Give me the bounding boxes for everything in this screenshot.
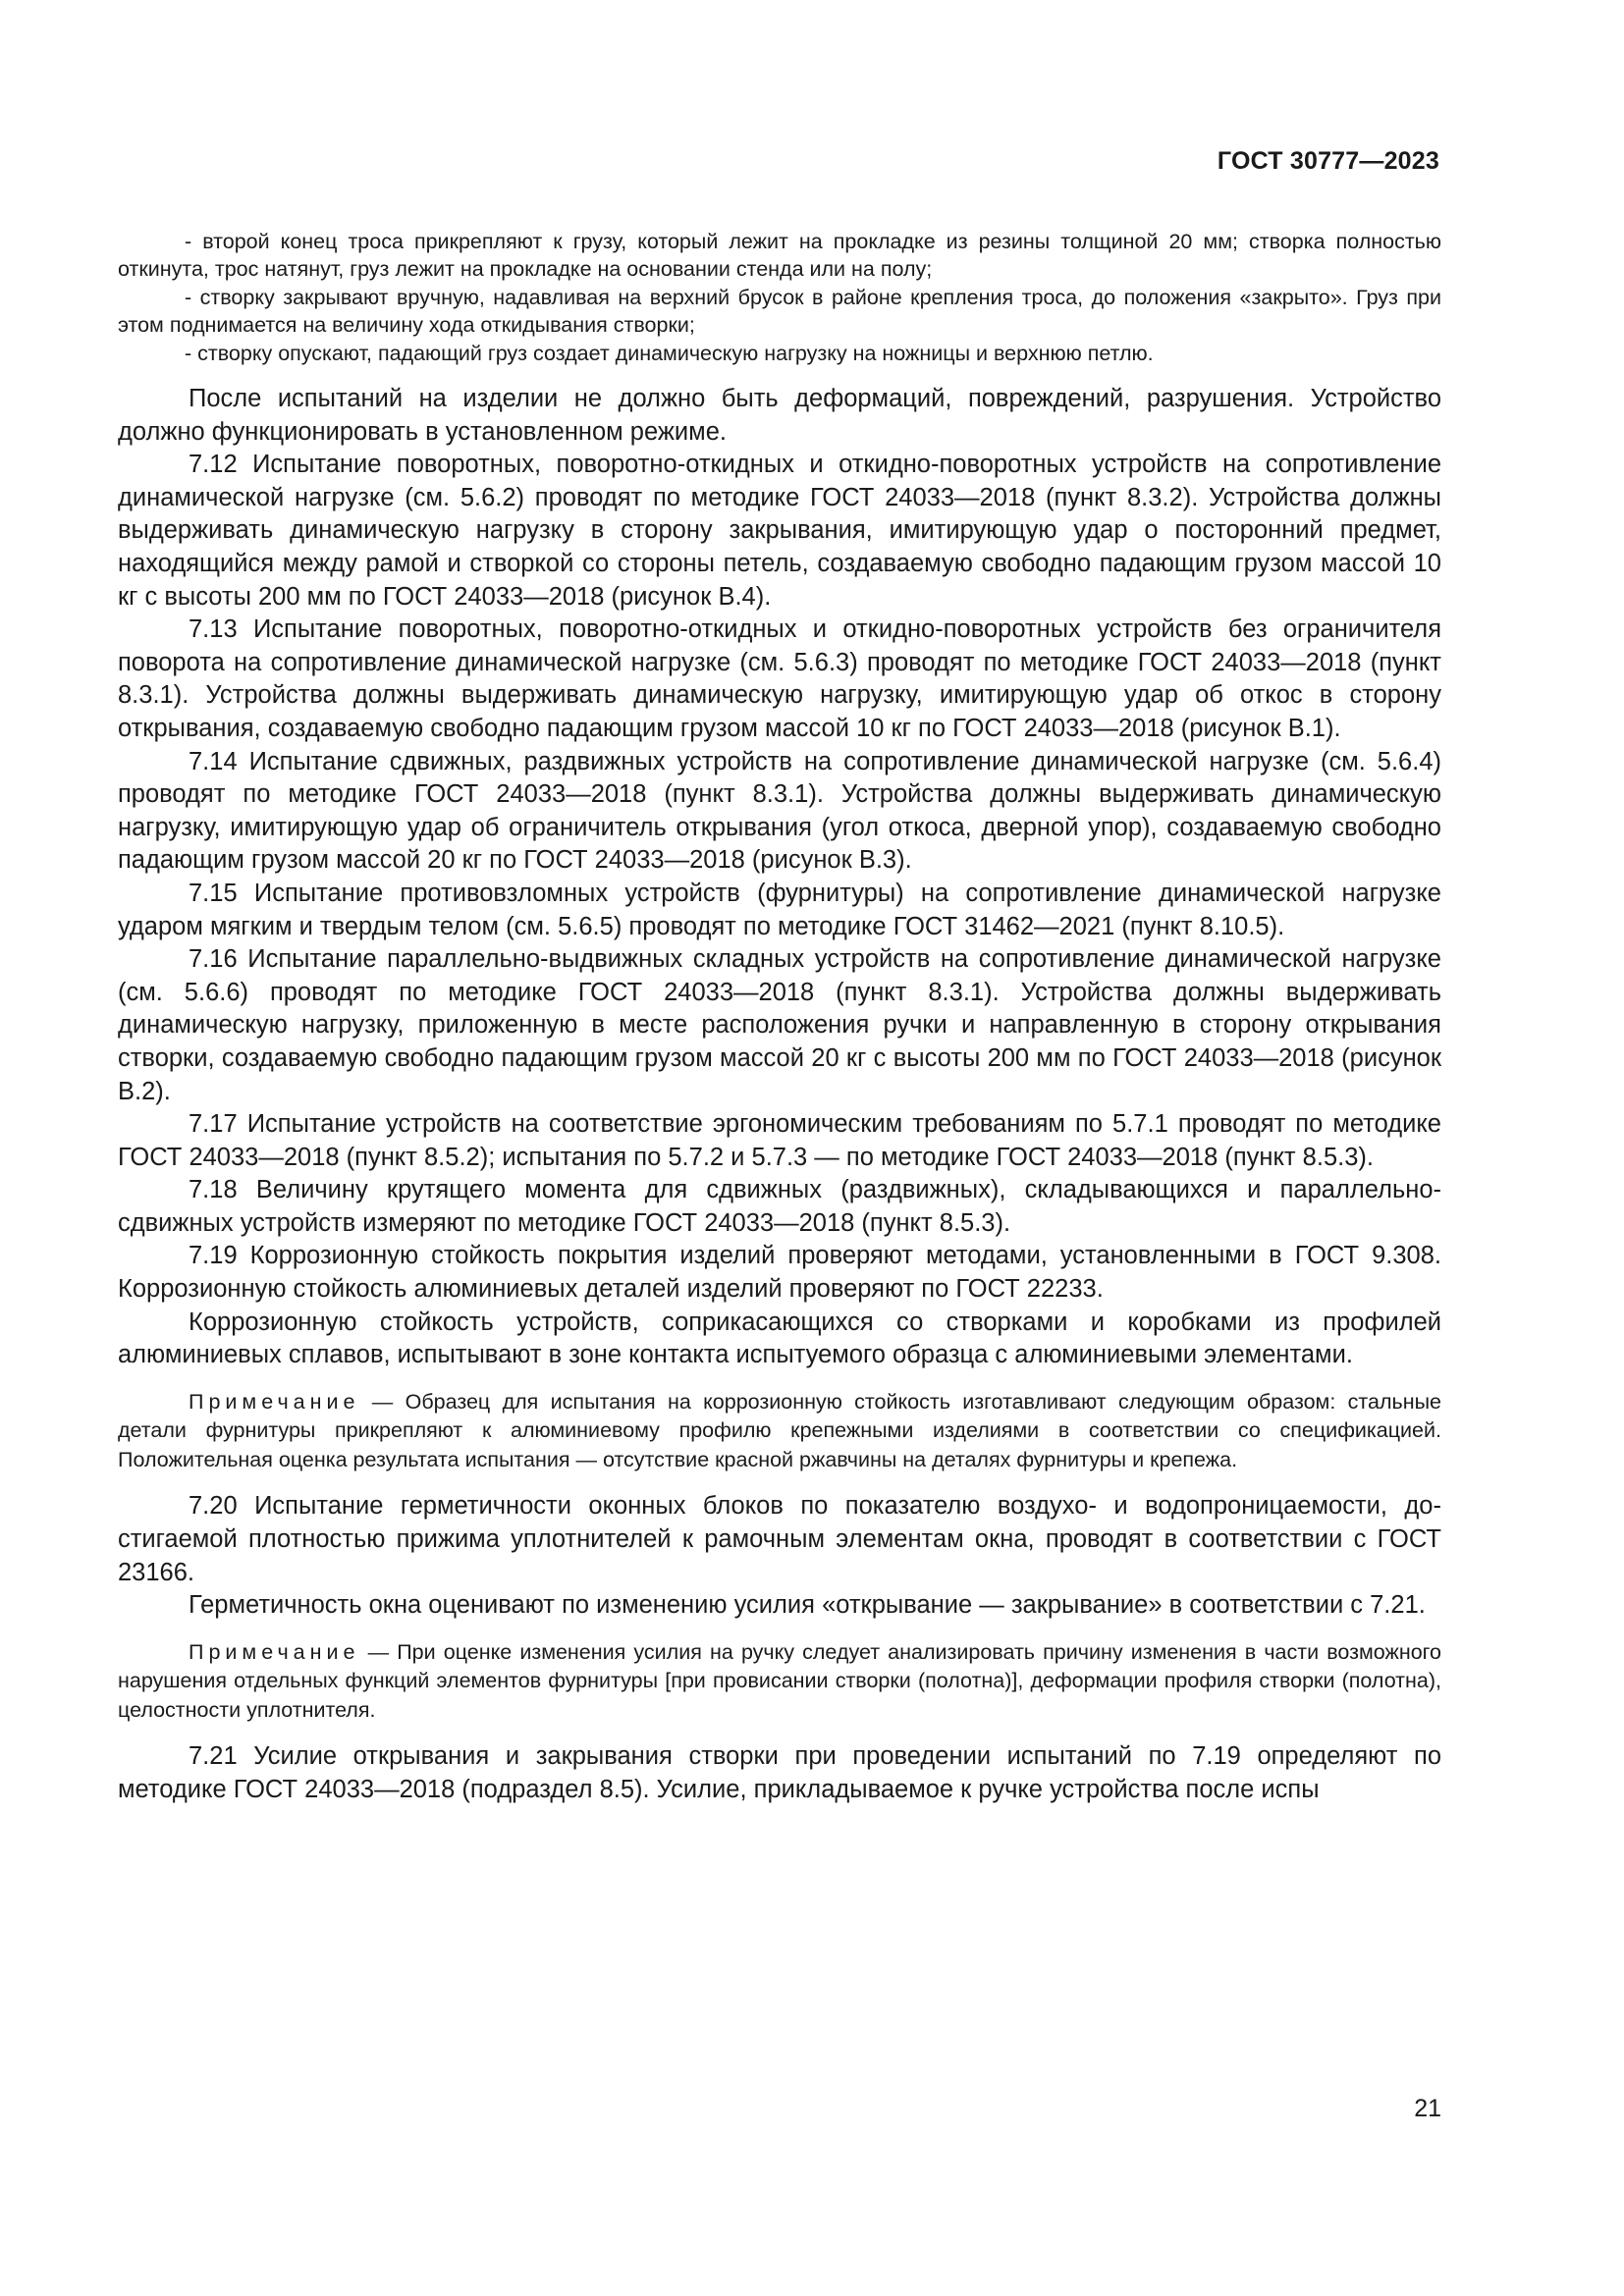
- note-text: — При оценке изменения усилия на ручку следует анализировать причину изменения в части возможного нарушения отдельных функций элементов фурнитуры [при провисании створки (полотна)], деформации профиля створки (полотна), целостности уплотнителя.: [118, 1639, 1441, 1722]
- list-item: - створку закрывают вручную, надавливая на верхний брусок в районе крепления троса, до положения «закрыто». Груз при этом поднимается на величину хода откидывания створки;: [118, 285, 1441, 338]
- paragraph-7-13: 7.13 Испытание поворотных, поворотно-откидных и откидно-поворотных устройств без ограничителя поворота на сопротивление динамической нагрузке (см. 5.6.3) проводят по методике ГОСТ 24033—2018 (пункт 8.3.1). Устройства должны выдерживать динамическую нагрузку, имитирующую удар об откос в сторону открывания, создаваемую свободно падающим грузом массой 10 кг по ГОСТ 24033—2018 (рисунок В.1).: [118, 615, 1441, 742]
- paragraph-7-12: 7.12 Испытание поворотных, поворотно-откидных и откидно-поворотных устройств на сопротивление динамической нагрузке (см. 5.6.2) проводят по методике ГОСТ 24033—2018 (пункт 8.3.2). Устройства должны выдерживать динамическую нагрузку в сторону закрывания, имитирующую удар о посторонний предмет, находящийся между рамой и створкой со стороны петель, создаваемую свободно падающим грузом массой 10 кг с высоты 200 мм по ГОСТ 24033—2018 (рисунок В.4).: [118, 451, 1441, 611]
- paragraph-7-15: 7.15 Испытание противовзломных устройств (фурнитуры) на сопротивление динамической нагрузке ударом мягким и твердым телом (см. 5.6.5) проводят по методике ГОСТ 31462—2021 (пункт 8.10.5).: [118, 879, 1441, 940]
- paragraph-7-19: 7.19 Коррозионную стойкость покрытия изделий проверяют методами, установленными в ГОСТ 9.308. Коррозионную стойкость алюминиевых деталей изделий проверяют по ГОСТ 22233.: [118, 1242, 1441, 1304]
- paragraph-7-16: 7.16 Испытание параллельно-выдвижных складных устройств на сопротивление динамической нагрузке (см. 5.6.6) проводят по методике ГОСТ 24033—2018 (пункт 8.3.1). Устройства должны выдерживать динамическую нагрузку, приложенную в месте расположения ручки и направленную в сторону открывания створки, создаваемую свободно падающим грузом массой 20 кг с высоты 200 мм по ГОСТ 24033—2018 (рисунок В.2).: [118, 945, 1441, 1105]
- spacer: [118, 1623, 1441, 1638]
- spacer: [118, 1474, 1441, 1490]
- document-header: ГОСТ 30777—2023: [1217, 147, 1439, 175]
- document-body: [118, 228, 1441, 1806]
- spacer: [118, 1372, 1441, 1388]
- list-item: - створку опускают, падающий груз создает динамическую нагрузку на ножницы и верхнюю петлю.: [185, 341, 1154, 365]
- paragraph-7-14: 7.14 Испытание сдвижных, раздвижных устройств на сопротивление динамической нагрузке (см. 5.6.4) проводят по методике ГОСТ 24033—2018 (пункт 8.3.1). Устройства должны выдерживать динамическую нагрузку, имитирующую удар об ограничитель открывания (угол откоса, дверной упор), создаваемую свободно падающим грузом массой 20 кг по ГОСТ 24033—2018 (рисунок В.3).: [118, 747, 1441, 875]
- page-number: 21: [1414, 2095, 1441, 2122]
- note-label: Примечание: [189, 1389, 360, 1414]
- note-label: Примечание: [189, 1639, 360, 1664]
- note-text: — Образец для испытания на коррозионную стойкость изготавливают следующим образом: стальные детали фурнитуры прикрепляют к алюминиевому профилю крепежными изделиями в соответствии со спецификацией. Положительная оценка результата испытания — отсутствие красной ржавчины на деталях фурнитуры и крепежа.: [118, 1389, 1441, 1471]
- paragraph-after-tests: После испытаний на изделии не должно быть деформаций, повреждений, разрушения. Устройство должно функционировать в установленном режиме.: [118, 385, 1441, 446]
- paragraph-tightness: Герметичность окна оценивают по изменению усилия «открывание — закрывание» в соответствии с 7.21.: [189, 1591, 1426, 1620]
- paragraph-corrosion: Коррозионную стойкость устройств, соприкасающихся со створками и коробками из профилей алюминиевых сплавов, испытывают в зоне контакта испытуемого образца с алюминиевыми элементами.: [118, 1308, 1441, 1369]
- paragraph-7-21: 7.21 Усилие открывания и закрывания створки при проведении испытаний по 7.19 определяют по методике ГОСТ 24033—2018 (подраздел 8.5). Усилие, прикладываемое к ручке устройства после испы: [118, 1742, 1441, 1803]
- paragraph-7-20: 7.20 Испытание герметичности оконных блоков по показателю воздухо- и водопроницаемости, достигаемой плотностью прижима уплотнителей к рамочным элементам окна, проводят в соответствии с ГОСТ 23166.: [118, 1492, 1441, 1586]
- paragraph-7-17: 7.17 Испытание устройств на соответствие эргономическим требованиям по 5.7.1 проводят по методике ГОСТ 24033—2018 (пункт 8.5.2); испытания по 5.7.2 и 5.7.3 — по методике ГОСТ 24033—2018 (пункт 8.5.3).: [118, 1110, 1441, 1171]
- paragraph-7-18: 7.18 Величину крутящего момента для сдвижных (раздвижных), складывающихся и параллельно-сдвижных устройств измеряют по методике ГОСТ 24033—2018 (пункт 8.5.3).: [118, 1176, 1441, 1237]
- note-corrosion: [118, 1388, 1441, 1475]
- spacer: [118, 1725, 1441, 1740]
- spacer: [118, 367, 1441, 383]
- note-force: [118, 1638, 1441, 1726]
- list-item: - второй конец троса прикрепляют к грузу, который лежит на прокладке из резины толщиной 20 мм; створка полностью откинута, трос натянут, груз лежит на прокладке на основании стенда или на полу;: [118, 230, 1441, 282]
